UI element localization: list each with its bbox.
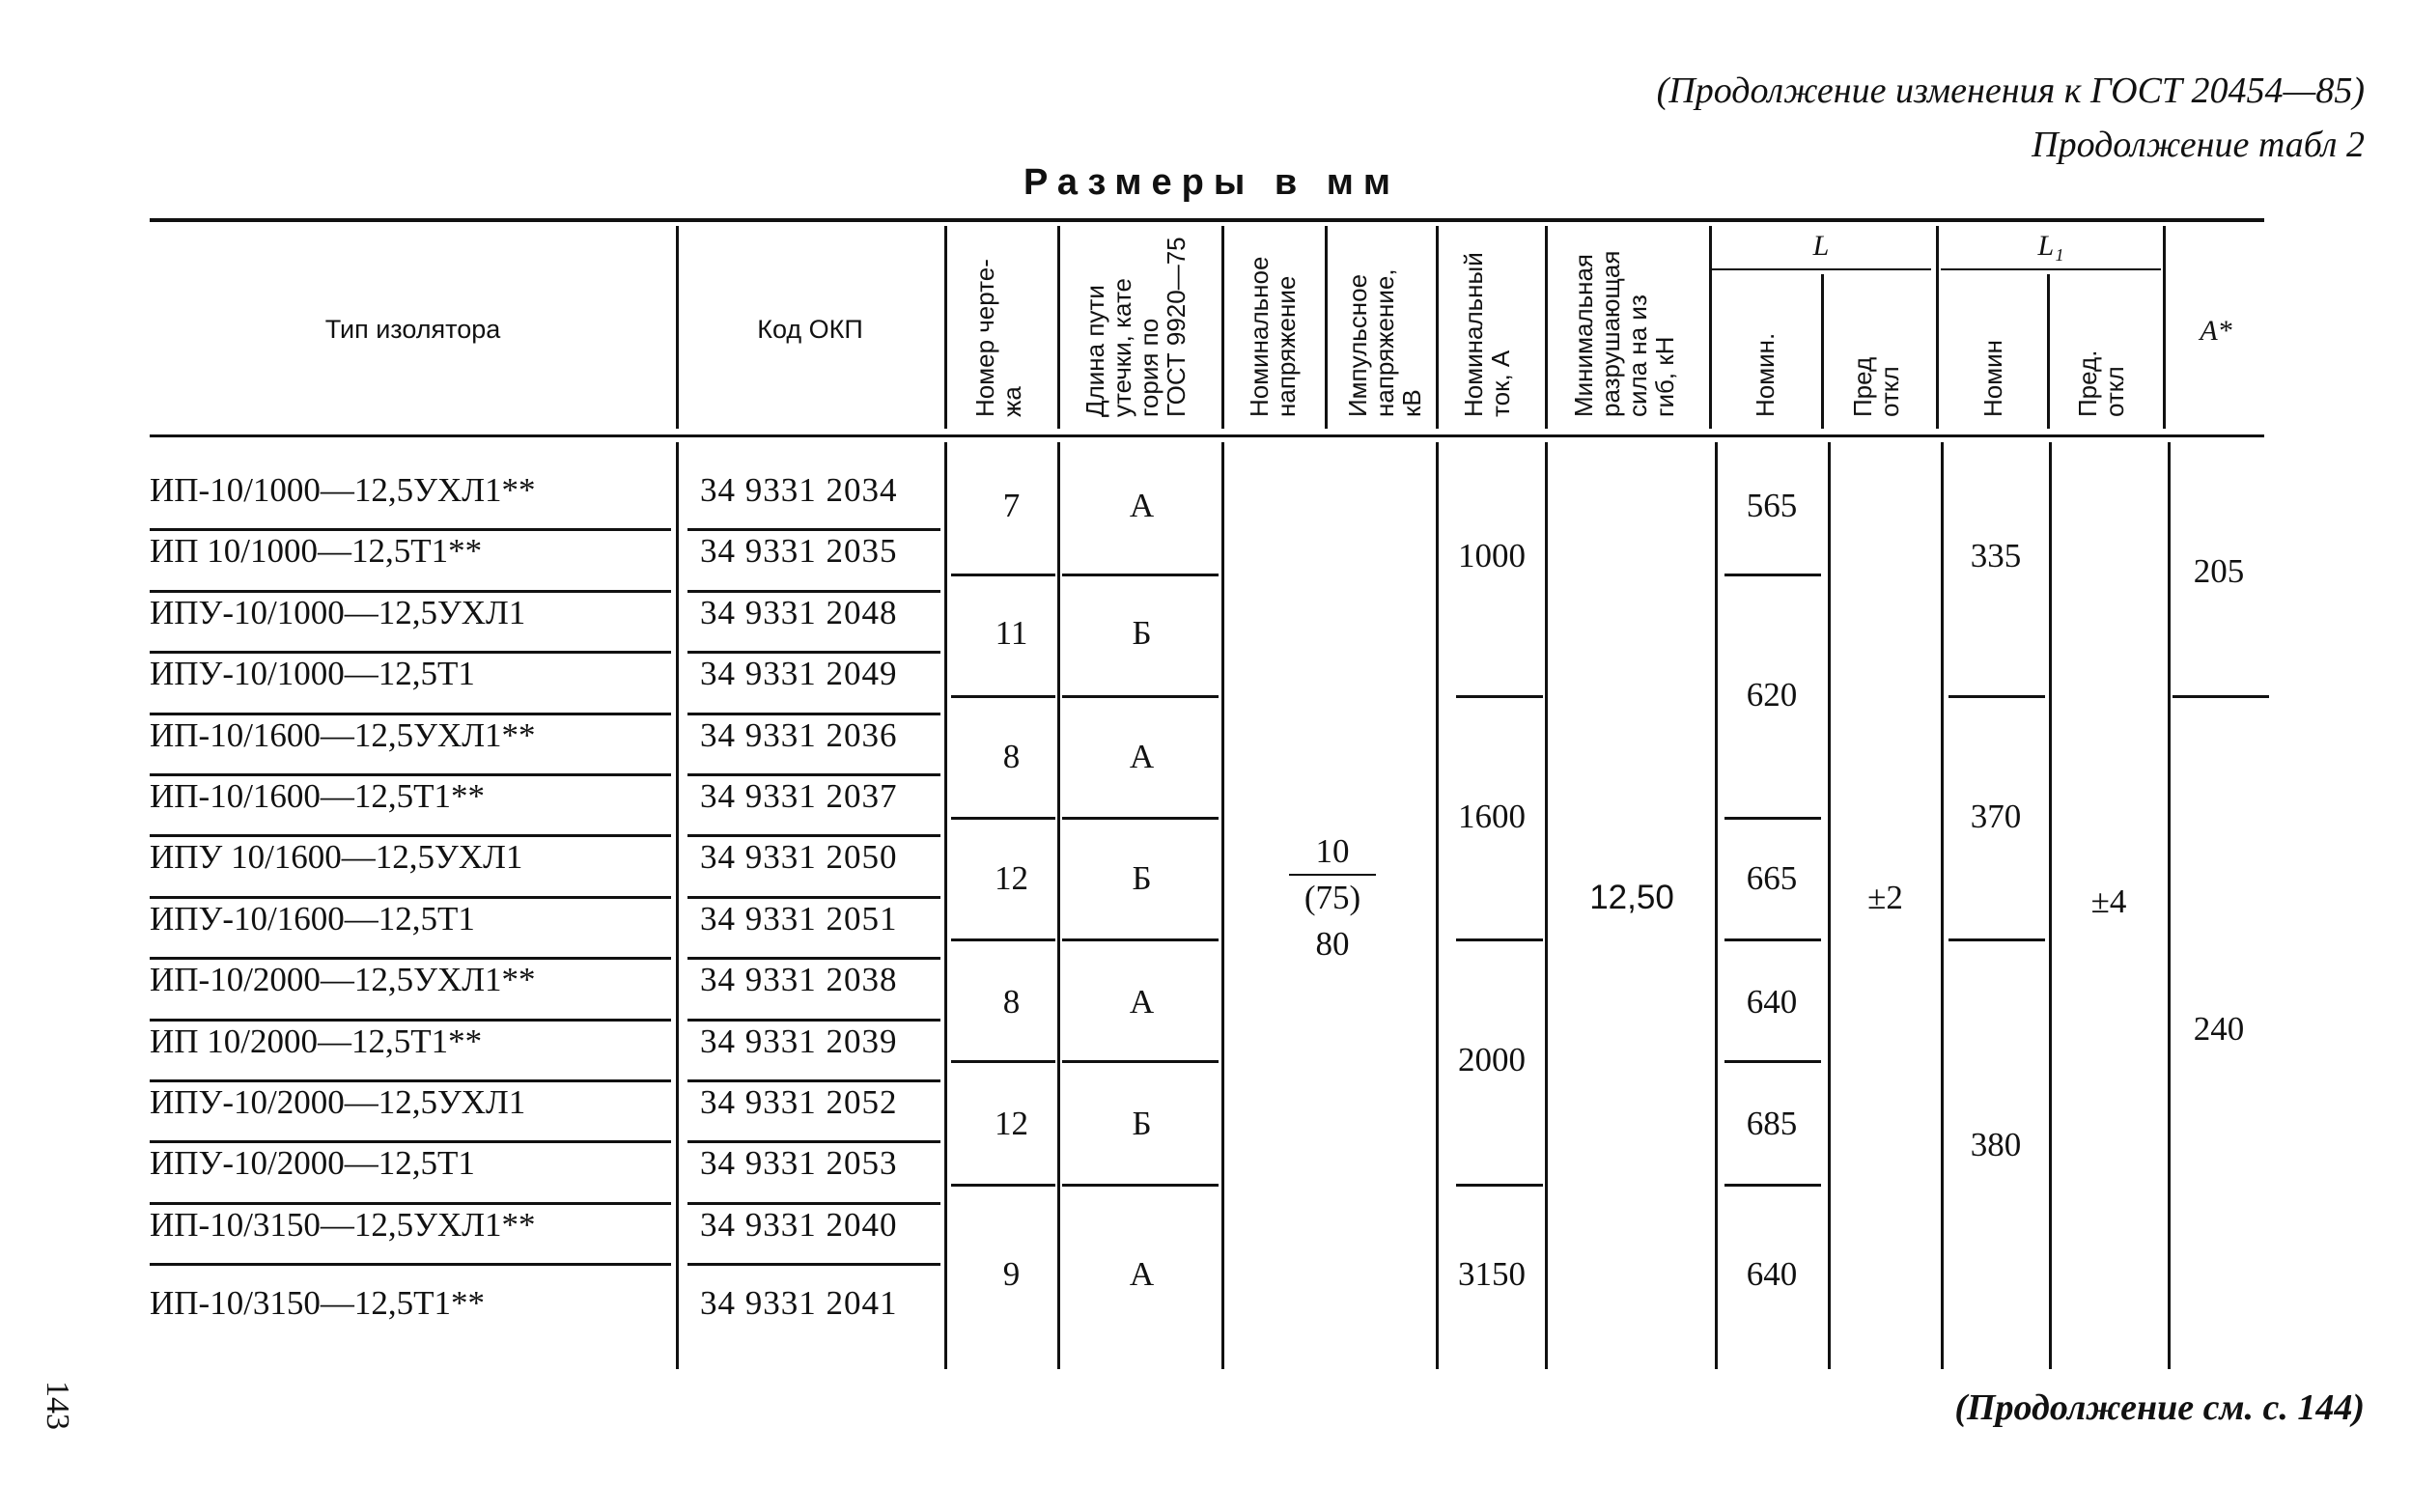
body-divider xyxy=(1545,442,1548,1369)
dimensions-caption: Размеры в мм xyxy=(1023,162,1400,203)
continuation-footer: (Продолжение см. с. 144) xyxy=(1954,1387,2365,1428)
body-divider xyxy=(1715,442,1718,1369)
col-header-okp: Код ОКП xyxy=(757,315,863,344)
creepage-category: Б xyxy=(1132,1105,1152,1142)
drawing-number: 12 xyxy=(995,859,1028,897)
group-rule xyxy=(951,1184,1055,1187)
group-rule xyxy=(1724,817,1821,820)
hdr-divider xyxy=(944,226,947,429)
row-rule xyxy=(687,834,940,837)
insulator-type: ИП 10/1000—12,5Т1** xyxy=(150,532,483,571)
insulator-type: ИП-10/2000—12,5УХЛ1** xyxy=(150,961,536,999)
drawing-number: 8 xyxy=(1002,983,1021,1021)
A-value: 205 xyxy=(2193,552,2245,590)
col-header-nominal-voltage: Номинальное напряжение xyxy=(1245,256,1301,417)
row-rule xyxy=(150,590,671,593)
hdr-divider xyxy=(1936,226,1939,429)
row-rule xyxy=(687,1140,940,1143)
col-header-min-force: Минимальная разрушающая сила на из гиб, кН xyxy=(1569,250,1679,417)
col-header-A: A* xyxy=(2200,315,2232,347)
drawing-number: 8 xyxy=(1002,738,1021,775)
group-rule xyxy=(1724,938,1821,941)
group-rule xyxy=(2173,695,2269,698)
okp-code: 34 9331 2040 xyxy=(700,1205,898,1244)
col-header-nominal-current: Номинальный ток, А xyxy=(1459,252,1515,417)
body-divider xyxy=(1941,442,1944,1369)
okp-code: 34 9331 2053 xyxy=(700,1144,898,1183)
insulator-type: ИП 10/2000—12,5Т1** xyxy=(150,1022,483,1060)
row-rule xyxy=(150,1079,671,1082)
L-nominal: 665 xyxy=(1746,859,1798,897)
okp-code: 34 9331 2036 xyxy=(700,715,898,754)
L-nominal: 620 xyxy=(1746,676,1798,714)
body-divider xyxy=(1221,442,1224,1369)
L-nominal: 565 xyxy=(1746,487,1798,524)
okp-code: 34 9331 2041 xyxy=(700,1284,898,1322)
insulator-type: ИП-10/1600—12,5УХЛ1** xyxy=(150,715,536,754)
row-rule xyxy=(687,1263,940,1266)
L1-nominal: 335 xyxy=(1970,537,2022,574)
group-rule xyxy=(951,817,1055,820)
group-rule xyxy=(1456,1184,1543,1187)
okp-code: 34 9331 2038 xyxy=(700,961,898,999)
row-rule xyxy=(687,1019,940,1022)
header-bottom-rule xyxy=(150,434,2264,437)
table-top-rule xyxy=(150,218,2264,222)
L1-nominal: 370 xyxy=(1970,798,2022,835)
group-rule xyxy=(951,695,1055,698)
row-rule xyxy=(150,773,671,776)
group-rule xyxy=(1062,817,1219,820)
okp-code: 34 9331 2048 xyxy=(700,593,898,631)
group-rule xyxy=(1948,938,2045,941)
group-rule xyxy=(1456,938,1543,941)
okp-code: 34 9331 2037 xyxy=(700,777,898,815)
col-header-impulse-voltage: Импульсное напряжение, кВ xyxy=(1343,268,1426,417)
group-rule xyxy=(951,1060,1055,1063)
insulator-type: ИПУ-10/2000—12,5УХЛ1 xyxy=(150,1083,526,1121)
drawing-number: 7 xyxy=(1002,487,1021,524)
row-rule xyxy=(150,1019,671,1022)
group-rule xyxy=(1062,695,1219,698)
row-rule xyxy=(687,1202,940,1205)
insulator-type: ИП-10/3150—12,5УХЛ1** xyxy=(150,1205,536,1244)
okp-code: 34 9331 2051 xyxy=(700,899,898,938)
L1-deviation: ±4 xyxy=(2090,882,2127,920)
group-rule xyxy=(1724,574,1821,576)
row-rule xyxy=(687,1079,940,1082)
group-rule xyxy=(1456,695,1543,698)
body-divider xyxy=(944,442,947,1369)
col-header-L-deviation: Пред откл xyxy=(1848,356,1904,417)
insulator-type: ИП-10/3150—12,5Т1** xyxy=(150,1284,486,1322)
nominal-current: 1600 xyxy=(1458,798,1526,835)
col-header-L1-deviation: Пред. откл xyxy=(2073,350,2129,417)
nominal-voltage-value: 10 xyxy=(1315,832,1350,870)
group-rule xyxy=(1724,1184,1821,1187)
insulator-type: ИПУ 10/1600—12,5УХЛ1 xyxy=(150,838,523,877)
row-rule xyxy=(150,957,671,960)
creepage-category: А xyxy=(1129,738,1155,775)
row-rule xyxy=(150,1263,671,1266)
body-divider xyxy=(1057,442,1060,1369)
document-continuation-title: (Продолжение изменения к ГОСТ 20454—85) xyxy=(1656,70,2365,111)
col-header-type: Тип изолятора xyxy=(324,315,501,344)
insulator-type: ИПУ-10/1000—12,5УХЛ1 xyxy=(150,593,526,631)
voltage-fraction-bar xyxy=(1289,874,1376,876)
row-rule xyxy=(687,957,940,960)
table-continuation-label: Продолжение табл 2 xyxy=(2032,125,2365,165)
col-header-L1: L₁ xyxy=(2037,230,2064,262)
A-value: 240 xyxy=(2193,1010,2245,1048)
okp-code: 34 9331 2034 xyxy=(700,471,898,509)
drawing-number: 12 xyxy=(995,1105,1028,1142)
group-rule xyxy=(1062,938,1219,941)
page-number: 143 xyxy=(40,1381,75,1430)
row-rule xyxy=(687,773,940,776)
col-header-creepage: Длина пути утечки, кате гория по ГОСТ 9920—75 xyxy=(1080,237,1191,417)
insulator-type: ИПУ-10/1600—12,5Т1 xyxy=(150,899,475,938)
row-rule xyxy=(687,713,940,715)
okp-code: 34 9331 2039 xyxy=(700,1022,898,1060)
L1-subheader-rule xyxy=(1941,268,2161,270)
body-divider xyxy=(1436,442,1439,1369)
min-breaking-force: 12,50 xyxy=(1589,879,1674,916)
L-subheader-rule xyxy=(1711,268,1931,270)
group-rule xyxy=(1062,1060,1219,1063)
insulator-type: ИП-10/1600—12,5Т1** xyxy=(150,777,486,815)
nominal-current: 2000 xyxy=(1458,1041,1526,1078)
impulse-voltage-value: (75) xyxy=(1304,879,1361,916)
drawing-number: 9 xyxy=(1002,1255,1021,1293)
insulator-type: ИПУ-10/1000—12,5Т1 xyxy=(150,655,475,693)
row-rule xyxy=(687,590,940,593)
hdr-divider xyxy=(2047,274,2050,429)
col-header-L1-nominal: Номин xyxy=(1978,340,2007,417)
nominal-current: 1000 xyxy=(1458,537,1526,574)
impulse-voltage-alt-value: 80 xyxy=(1315,925,1350,963)
creepage-category: Б xyxy=(1132,614,1152,652)
insulator-type: ИП-10/1000—12,5УХЛ1** xyxy=(150,471,536,509)
body-divider xyxy=(676,442,679,1369)
group-rule xyxy=(1724,1060,1821,1063)
hdr-divider xyxy=(1436,226,1439,429)
group-rule xyxy=(951,938,1055,941)
L1-nominal: 380 xyxy=(1970,1126,2022,1163)
okp-code: 34 9331 2050 xyxy=(700,838,898,877)
row-rule xyxy=(150,713,671,715)
group-rule xyxy=(1062,1184,1219,1187)
row-rule xyxy=(150,1202,671,1205)
hdr-divider xyxy=(1325,226,1328,429)
L-nominal: 685 xyxy=(1746,1105,1798,1142)
creepage-category: А xyxy=(1129,983,1155,1021)
row-rule xyxy=(150,1140,671,1143)
row-rule xyxy=(150,528,671,531)
row-rule xyxy=(687,528,940,531)
col-header-L: L xyxy=(1812,230,1830,262)
group-rule xyxy=(1062,574,1219,576)
row-rule xyxy=(687,896,940,899)
col-header-L-nominal: Номин. xyxy=(1751,332,1780,417)
hdr-divider xyxy=(1821,274,1824,429)
group-rule xyxy=(951,574,1055,576)
L-deviation: ±2 xyxy=(1867,879,1903,916)
row-rule xyxy=(150,896,671,899)
L-nominal: 640 xyxy=(1746,983,1798,1021)
creepage-category: А xyxy=(1129,1255,1155,1293)
hdr-divider xyxy=(1057,226,1060,429)
creepage-category: Б xyxy=(1132,859,1152,897)
creepage-category: А xyxy=(1129,487,1155,524)
col-header-drawing: Номер черте- жа xyxy=(970,259,1026,417)
L-nominal: 640 xyxy=(1746,1255,1798,1293)
nominal-current: 3150 xyxy=(1458,1255,1526,1293)
okp-code: 34 9331 2049 xyxy=(700,655,898,693)
drawing-number: 11 xyxy=(995,614,1028,652)
okp-code: 34 9331 2052 xyxy=(700,1083,898,1121)
hdr-divider xyxy=(1221,226,1224,429)
row-rule xyxy=(150,651,671,654)
row-rule xyxy=(687,651,940,654)
okp-code: 34 9331 2035 xyxy=(700,532,898,571)
row-rule xyxy=(150,834,671,837)
hdr-divider xyxy=(1545,226,1548,429)
insulator-type: ИПУ-10/2000—12,5Т1 xyxy=(150,1144,475,1183)
group-rule xyxy=(1948,695,2045,698)
